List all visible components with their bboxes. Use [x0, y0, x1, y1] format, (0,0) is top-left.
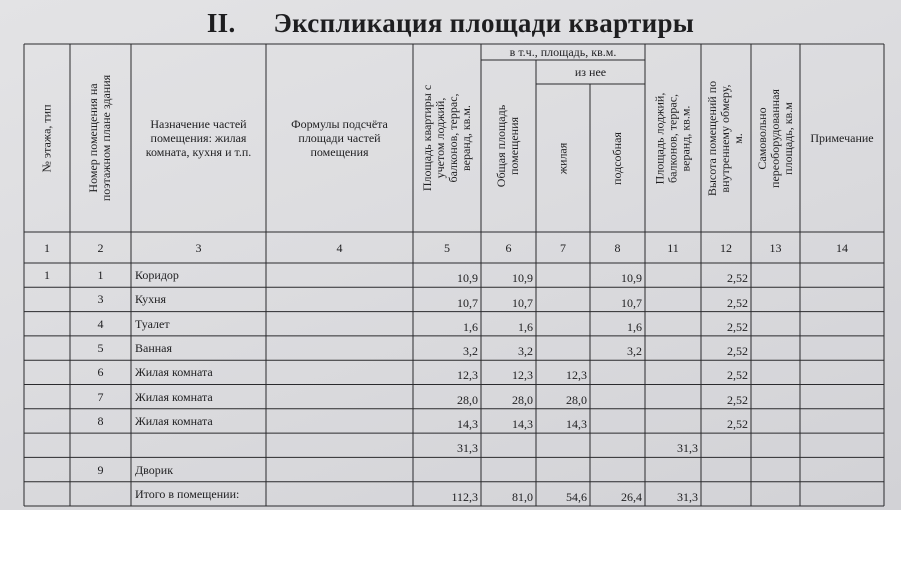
table-cell: Жилая комната: [135, 389, 213, 404]
column-number: 8: [614, 240, 621, 255]
header-area-with-loggias: [413, 44, 481, 232]
column-number: 11: [667, 240, 679, 255]
table-cell: [24, 360, 70, 384]
table-cell: 12,3: [512, 368, 533, 383]
header-living-text: жилая: [555, 142, 570, 174]
table-cell: [24, 312, 70, 336]
header-living: [536, 84, 590, 232]
table-cell: [266, 457, 413, 481]
header-total-area: [481, 60, 536, 232]
table-cell: 14,3: [512, 417, 533, 432]
title-text: Экспликация площади квартиры: [273, 8, 695, 38]
table-cell: 31,3: [677, 441, 698, 456]
table-cell: 26,4: [621, 489, 642, 504]
table-cell: [800, 385, 884, 409]
table-cell: [800, 360, 884, 384]
table-cell: 31,3: [457, 441, 478, 456]
table-cell: [751, 312, 800, 336]
table-cell: [800, 312, 884, 336]
table-cell: [266, 287, 413, 311]
table-cell: Ванная: [135, 341, 173, 356]
table-cell: 2,52: [727, 295, 748, 310]
table-cell: 31,3: [677, 489, 698, 504]
table-cell: Итого в помещении:: [135, 486, 240, 501]
table-cell: [645, 263, 701, 287]
table-cell: [266, 360, 413, 384]
table-cell: 14,3: [457, 417, 478, 432]
table-cell: [536, 457, 590, 481]
header-purpose-text: Назначение частей помещения: жилая комната, кухня и т.п.: [145, 117, 252, 159]
table-cell: [590, 457, 645, 481]
header-note: [800, 44, 884, 232]
table-cell: [24, 482, 70, 506]
header-total-area-text: Общая площадь помещения: [494, 104, 522, 188]
table-cell: [24, 336, 70, 360]
header-floor-type-text: № этажа, тип: [39, 103, 54, 173]
table-cell: 14,3: [566, 417, 587, 432]
table-cell: [24, 385, 70, 409]
table-cell: [266, 312, 413, 336]
table-cell: 81,0: [512, 489, 533, 504]
table-cell: [751, 360, 800, 384]
table-cell: [24, 457, 70, 481]
table-cell: [70, 482, 131, 506]
table-cell: [590, 385, 645, 409]
table-cell: [800, 287, 884, 311]
table-cell: [536, 287, 590, 311]
table-cell: [645, 336, 701, 360]
table-cell: [266, 263, 413, 287]
header-formulas-text: Формулы подсчёта площади частей помещения: [291, 117, 388, 159]
header-loggias-area-text: Площадь лоджий, балконов, террас, веранд, кв.м.: [652, 92, 693, 184]
table-cell: 1,6: [518, 319, 533, 334]
table-cell: 3,2: [518, 344, 533, 359]
table-cell: [266, 433, 413, 457]
table-cell: [800, 482, 884, 506]
column-number: 5: [444, 240, 450, 255]
header-purpose: [131, 44, 266, 232]
column-number: 2: [97, 240, 104, 255]
header-loggias-area: [645, 44, 701, 232]
table-cell: 10,9: [457, 271, 478, 286]
table-cell: Коридор: [135, 268, 179, 283]
table-cell: 3,2: [463, 344, 478, 359]
table-cell: [800, 409, 884, 433]
table-cell: 10,7: [457, 295, 478, 310]
table-cell: 10,7: [621, 295, 642, 310]
table-cell: 9: [97, 462, 104, 477]
table-cell: [751, 385, 800, 409]
table-cell: [481, 457, 536, 481]
table-cell: 1,6: [463, 319, 478, 334]
table-cell: [800, 263, 884, 287]
column-number: 1: [44, 240, 50, 255]
table-cell: [701, 482, 751, 506]
table-cell: [266, 336, 413, 360]
header-height: [701, 44, 751, 232]
table-cell: [24, 409, 70, 433]
header-auxiliary: [590, 84, 645, 232]
table-cell: 2,52: [727, 417, 748, 432]
header-note-text: Примечание: [810, 131, 874, 145]
table-cell: 5: [97, 341, 104, 356]
table-cell: 2,52: [727, 368, 748, 383]
table-cell: [800, 336, 884, 360]
header-of-which: [536, 60, 645, 84]
table-cell: Кухня: [135, 292, 167, 307]
column-number: 12: [720, 240, 732, 255]
header-incl-area-text: в т.ч., площадь, кв.м.: [509, 45, 617, 59]
table-cell: 112,3: [451, 489, 478, 504]
header-auxiliary-text: подсобная: [609, 131, 624, 185]
table-cell: 4: [97, 316, 104, 331]
table-cell: [536, 263, 590, 287]
table-cell: 8: [97, 413, 104, 428]
table-cell: [590, 433, 645, 457]
table-cell: [751, 482, 800, 506]
table-cell: [645, 409, 701, 433]
table-cell: 12,3: [457, 368, 478, 383]
table-cell: 1,6: [627, 319, 642, 334]
table-cell: [536, 433, 590, 457]
table-cell: [800, 433, 884, 457]
header-reequipped: [751, 44, 800, 232]
table-cell: 2,52: [727, 319, 748, 334]
table-cell: Жилая комната: [135, 365, 213, 380]
table-cell: [751, 287, 800, 311]
table-cell: [266, 385, 413, 409]
table-cell: [701, 457, 751, 481]
section-number: II.: [206, 8, 236, 38]
table-cell: [645, 457, 701, 481]
table-cell: [645, 385, 701, 409]
table-cell: [590, 409, 645, 433]
header-formulas: [266, 44, 413, 232]
table-cell: 2,52: [727, 271, 748, 286]
column-number: 7: [560, 240, 566, 255]
table-cell: [24, 287, 70, 311]
table-cell: Жилая комната: [135, 413, 213, 428]
table-cell: [751, 263, 800, 287]
header-room-number: [70, 44, 131, 232]
table-cell: [751, 336, 800, 360]
table-cell: [751, 457, 800, 481]
table-cell: Дворик: [135, 462, 174, 477]
column-number: 13: [769, 240, 782, 255]
table-cell: 7: [97, 389, 104, 404]
table-cell: 28,0: [512, 392, 533, 407]
column-number: 6: [505, 240, 512, 255]
table-cell: [536, 312, 590, 336]
table-cell: 10,9: [621, 271, 642, 286]
table-cell: 1: [97, 268, 104, 283]
table-cell: [536, 336, 590, 360]
table-cell: [645, 360, 701, 384]
table-cell: [751, 409, 800, 433]
table-cell: [751, 433, 800, 457]
table-cell: [266, 409, 413, 433]
table-cell: 28,0: [457, 392, 478, 407]
header-reequipped-text: Самовольно переоборудованная площадь, кв.м: [755, 88, 795, 188]
table-cell: 12,3: [566, 368, 587, 383]
table-cell: 2,52: [727, 344, 748, 359]
header-area-with-loggias-text: Площадь квартиры с учетом лоджий, балконов, террас, веранд, кв.м.: [420, 84, 474, 192]
table-cell: 6: [97, 365, 104, 380]
table-cell: [645, 312, 701, 336]
header-of-which-text: из нее: [574, 65, 607, 79]
header-room-number-text: Номер помещения на поэтажном плане здания: [86, 74, 114, 202]
table-cell: 10,9: [512, 271, 533, 286]
table-cell: 54,6: [566, 489, 587, 504]
table-cell: Туалет: [135, 316, 170, 331]
column-number: 3: [195, 240, 202, 255]
table-cell: 28,0: [566, 392, 587, 407]
column-number: 14: [836, 240, 848, 255]
table-cell: [645, 287, 701, 311]
table-cell: [701, 433, 751, 457]
table-cell: [24, 433, 70, 457]
table-cell: [70, 433, 131, 457]
table-cell: [800, 457, 884, 481]
table-cell: [266, 482, 413, 506]
table-cell: [481, 433, 536, 457]
table-cell: [413, 457, 481, 481]
column-number: 4: [336, 240, 343, 255]
table-cell: 3: [97, 292, 104, 307]
table-cell: 10,7: [512, 295, 533, 310]
header-incl-area: [481, 44, 645, 60]
table-cell: [590, 360, 645, 384]
table-cell: [131, 433, 266, 457]
header-floor-type: [24, 44, 70, 232]
header-height-text: Высота помещений по внутреннему обмеру, м.: [705, 80, 746, 196]
table-cell: 2,52: [727, 392, 748, 407]
table-cell: 3,2: [627, 344, 642, 359]
table-cell: 1: [44, 268, 50, 283]
